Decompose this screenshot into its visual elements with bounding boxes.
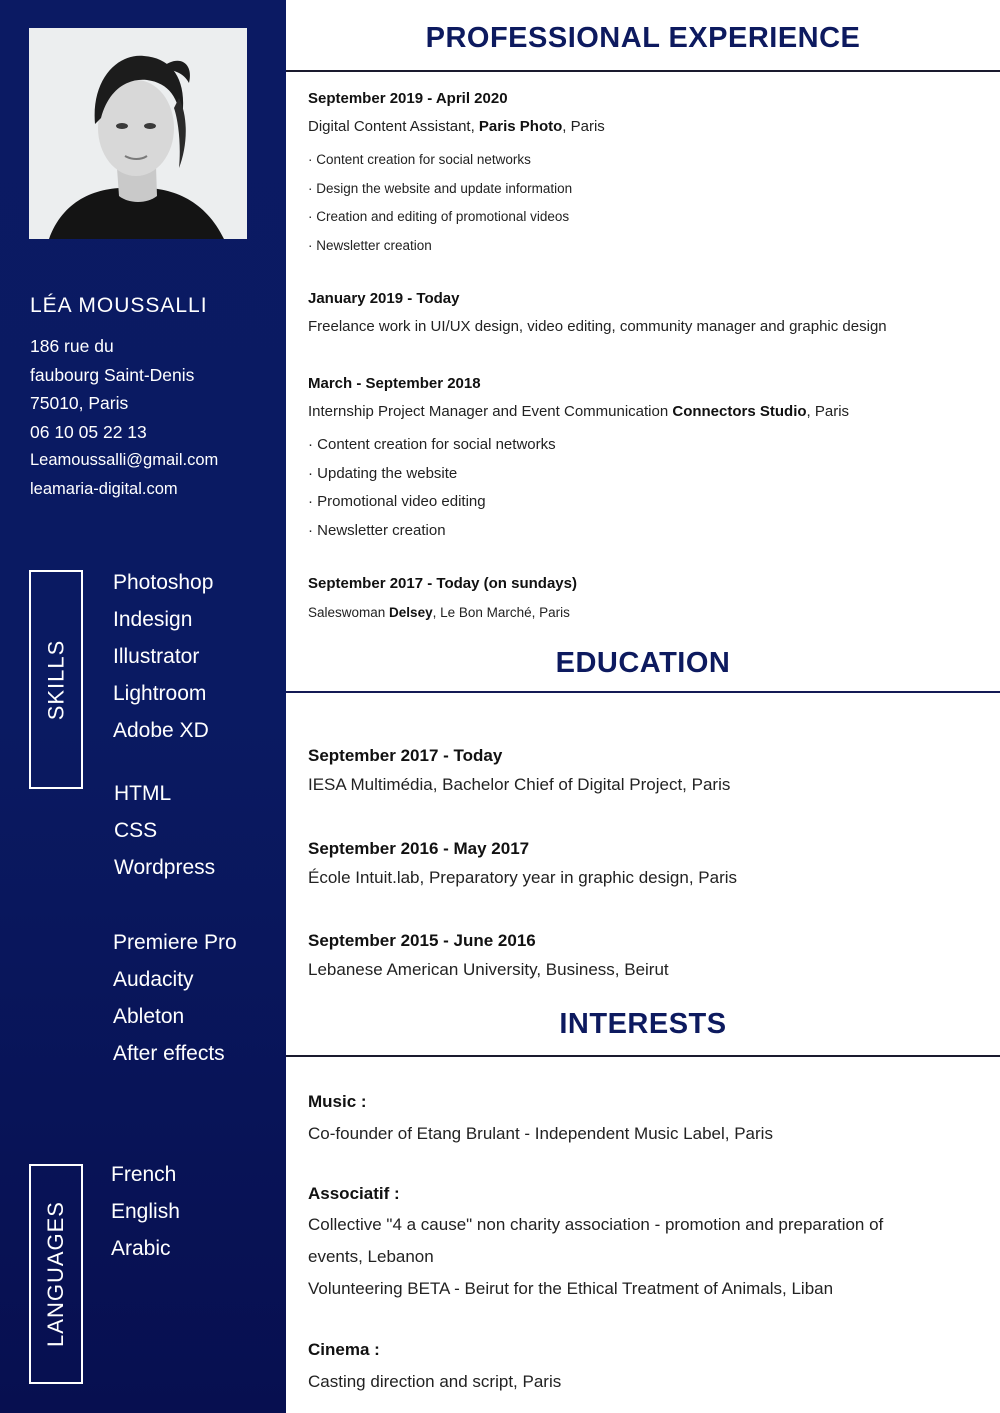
skills-media-list [113,924,237,1072]
job-entry [308,89,988,260]
interest-music [308,1091,988,1145]
education-date: September 2015 - June 2016 [308,931,536,950]
job-location: , Paris [806,403,850,420]
interest-label: Associatif : [308,1184,400,1203]
interest-associatif [308,1183,988,1305]
experience-title: PROFESSIONAL EXPERIENCE [425,22,861,54]
job-bullets [308,146,988,260]
education-date: September 2016 - May 2017 [308,839,530,858]
language-item: Arabic [111,1237,171,1260]
job-location: , Paris [562,118,605,135]
job-bullet: · Newsletter creation [308,521,446,539]
job-role-text: Internship Project Manager and Event Communication [308,403,673,420]
skill-item: Illustrator [113,645,200,668]
education-title: EDUCATION [555,647,731,679]
interest-text: Co-founder of Etang Brulant - Independent Music Label, Paris [308,1124,773,1143]
education-divider [286,691,1000,693]
job-role [308,402,988,422]
job-company: Paris Photo [478,118,563,135]
email-address[interactable]: Leamoussalli@gmail.com [30,451,219,470]
skills-design-list [113,564,213,749]
job-bullet: · Newsletter creation [308,237,432,253]
phone-number: 06 10 05 22 13 [30,421,147,442]
job-bullet: · Design the website and update information [308,180,573,196]
experience-divider [286,70,1000,72]
skill-item: Premiere Pro [113,931,237,954]
skill-item: HTML [114,782,172,805]
job-entry [308,574,988,623]
job-company: Delsey [389,605,433,620]
job-date: March - September 2018 [308,375,481,392]
address-line-1: 186 rue du [30,336,114,356]
job-bullet: · Updating the website [308,464,458,482]
job-bullet: · Promotional video editing [308,493,486,510]
job-role [308,117,988,137]
language-item: English [111,1200,180,1223]
job-location: , Le Bon Marché, Paris [432,605,570,620]
profile-photo [29,28,247,239]
education-entry [308,838,988,889]
job-bullet: · Content creation for social networks [308,436,556,453]
address-line-3: 75010, Paris [30,393,129,414]
portrait-image [29,28,247,239]
languages-heading-box [29,1164,83,1384]
skill-item: Photoshop [113,571,214,594]
interest-label: Cinema : [308,1340,380,1359]
skills-web-list [114,775,215,886]
interest-label: Music : [308,1092,367,1111]
website-link[interactable]: leamaria-digital.com [30,479,178,498]
job-date: January 2019 - Today [308,290,460,307]
skill-item: Wordpress [114,856,216,879]
job-role [308,603,988,623]
education-entry [308,930,988,981]
education-text: IESA Multimédia, Bachelor Chief of Digital Project, Paris [308,775,731,794]
interests-divider [286,1055,1000,1057]
interest-text: Volunteering BETA - Beirut for the Ethical Treatment of Animals, Liban [308,1279,834,1298]
job-bullets [308,431,988,545]
skill-item: CSS [114,819,158,842]
job-date: September 2017 - Today (on sundays) [308,575,577,592]
skill-item: After effects [113,1042,225,1065]
skill-item: Lightroom [113,682,207,705]
interest-text: Collective "4 a cause" non charity association - promotion and preparation of [308,1215,884,1234]
language-item: French [111,1163,177,1186]
education-text: École Intuit.lab, Preparatory year in graphic design, Paris [308,868,738,887]
sidebar [0,0,286,1413]
interest-text-group [308,1209,988,1305]
candidate-name: LÉA MOUSSALLI [30,294,208,317]
interest-text: Casting direction and script, Paris [308,1372,562,1391]
education-date: September 2017 - Today [308,746,503,765]
skills-heading: SKILLS [43,639,69,720]
skills-heading-box [29,570,83,789]
education-entry [308,745,988,796]
education-text: Lebanese American University, Business, Beirut [308,960,669,979]
main-content [286,0,1000,1413]
interests-title: INTERESTS [559,1008,727,1040]
interest-cinema [308,1339,988,1393]
skill-item: Ableton [113,1005,185,1028]
job-role-text: Digital Content Assistant, [308,118,479,135]
languages-list [111,1156,180,1267]
address-line-2: faubourg Saint-Denis [30,364,195,385]
interest-text: events, Lebanon [308,1247,434,1266]
skill-item: Audacity [113,968,194,991]
job-bullet: · Creation and editing of promotional videos [308,209,570,224]
contact-info [30,332,218,504]
job-date: September 2019 - April 2020 [308,90,508,107]
job-bullet: · Content creation for social networks [308,152,531,167]
job-entry [308,289,988,337]
skill-item: Indesign [113,608,193,631]
skill-item: Adobe XD [113,719,209,742]
job-role-text: Saleswoman [308,605,390,620]
job-role: Freelance work in UI/UX design, video editing, community manager and graphic design [308,318,887,335]
languages-heading: LANGUAGES [43,1201,68,1347]
job-company: Connectors Studio [672,403,807,420]
job-entry [308,374,988,545]
